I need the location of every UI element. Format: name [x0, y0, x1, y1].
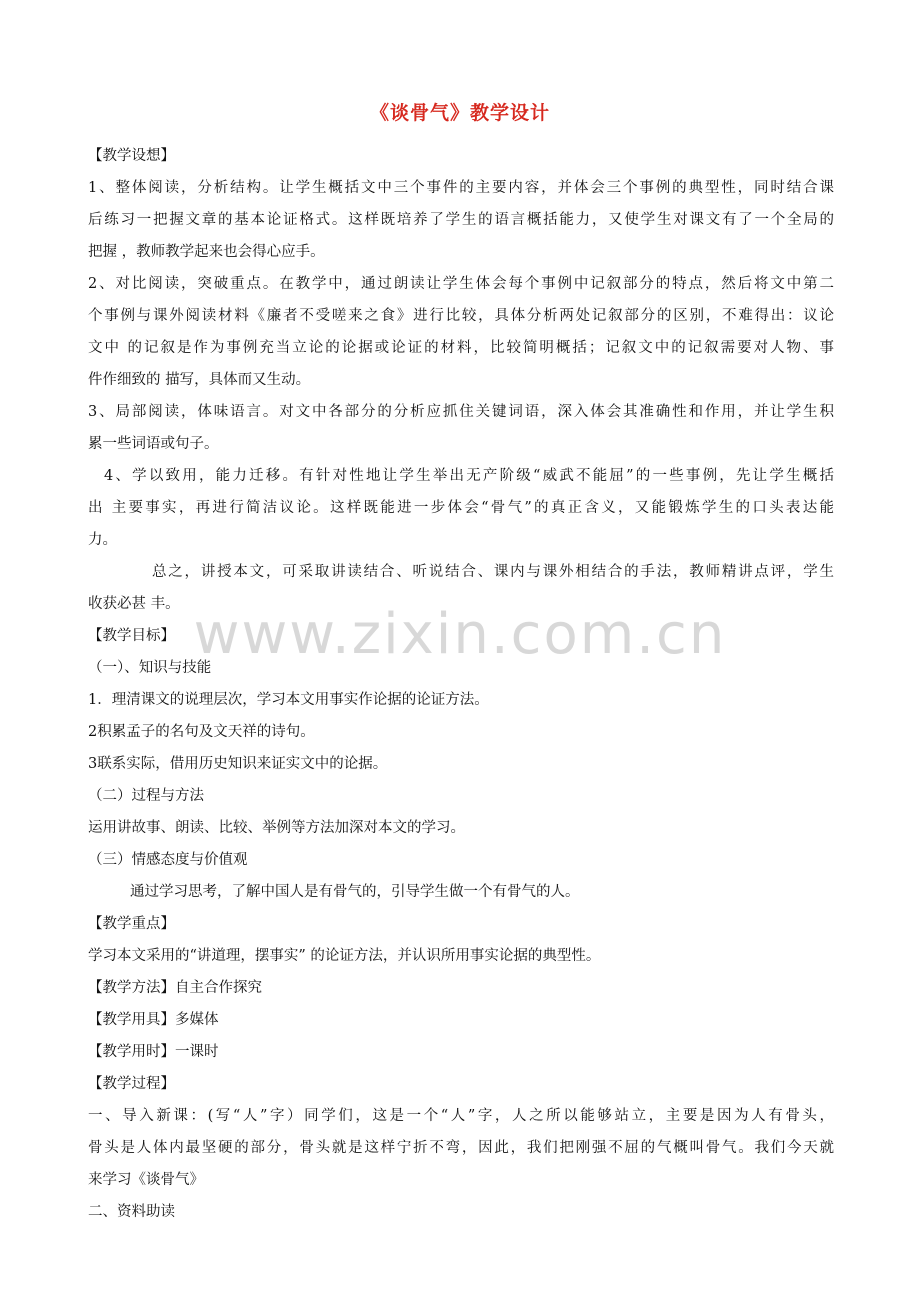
section-heading: 【教学方法】自主合作探究 — [88, 980, 262, 996]
paragraph-line: 4、学以致用，能力迁移。有针对性地让学生举出无产阶级“威武不能屈”的一些事例，先让学生概括 — [104, 468, 834, 484]
paragraph-line: 运用讲故事、朗读、比较、举例等方法加深对本文的学习。 — [88, 820, 465, 836]
section-heading: 【教学过程】 — [88, 1076, 175, 1092]
paragraph-line: 件作细致的 描写，具体而又生动。 — [88, 372, 311, 388]
paragraph-line: 力。 — [88, 532, 117, 548]
paragraph-line: 通过学习思考，了解中国人是有骨气的，引导学生做一个有骨气的人。 — [130, 884, 580, 900]
subsection-heading: （一）、知识与技能 — [88, 660, 212, 676]
paragraph-line: 总之，讲授本文，可采取讲读结合、听说结合、课内与课外相结合的手法，教师精讲点评，学生 — [152, 564, 834, 580]
subsection-heading: （二）过程与方法 — [88, 788, 204, 804]
paragraph-line: 文中 的记叙是作为事例充当立论的论据或论证的材料，比较简明概括；记叙文中的记叙需要对人物、事 — [88, 340, 834, 356]
paragraph-line: 累一些词语或句子。 — [88, 436, 219, 452]
paragraph-line: 3、局部阅读，体味语言。对文中各部分的分析应抓住关键词语，深入体会其准确性和作用，并让学生积 — [88, 404, 834, 420]
list-item: 2积累孟子的名句及文天祥的诗句。 — [88, 724, 315, 740]
section-heading: 【教学目标】 — [88, 628, 175, 644]
paragraph-line: 收获必甚 丰。 — [88, 596, 180, 612]
paragraph-line: 二、资料助读 — [88, 1204, 175, 1220]
paragraph-line: 来学习《谈骨气》 — [88, 1172, 204, 1188]
document-title: 《谈骨气》教学设计 — [369, 102, 550, 124]
list-item: 3联系实际，借用历史知识来证实文中的论据。 — [88, 756, 388, 772]
section-heading: 【教学用具】多媒体 — [88, 1012, 219, 1028]
paragraph-line: 个事例与课外阅读材料《廉者不受嗟来之食》进行比较，具体分析两处记叙部分的区别，不难得出：议论 — [88, 308, 834, 324]
paragraph-line: 学习本文采用的“讲道理，摆事实” 的论证方法，并认识所用事实论据的典型性。 — [88, 948, 601, 964]
subsection-heading: （三）情感态度与价值观 — [88, 852, 248, 868]
paragraph-line: 一、导入新课：(写“人”字）同学们，这是一个“人”字，人之所以能够站立，主要是因为人有骨头， — [88, 1108, 834, 1124]
section-heading: 【教学用时】一课时 — [88, 1044, 219, 1060]
section-heading: 【教学重点】 — [88, 916, 175, 932]
section-heading: 【教学设想】 — [88, 148, 175, 164]
paragraph-line: 后练习一把握文章的基本论证格式。这样既培养了学生的语言概括能力，又使学生对课文有了一个全局的 — [88, 212, 834, 228]
paragraph-line: 2、对比阅读，突破重点。在教学中，通过朗读让学生体会每个事例中记叙部分的特点，然后将文中第二 — [88, 276, 834, 292]
paragraph-line: 1、整体阅读，分析结构。让学生概括文中三个事件的主要内容，并体会三个事例的典型性，同时结合课 — [88, 180, 834, 196]
paragraph-line: 出 主要事实，再进行简洁议论。这样既能进一步体会“骨气”的真正含义，又能锻炼学生的口头表达能 — [88, 500, 834, 516]
list-item: 1．理清课文的说理层次，学习本文用事实作论据的论证方法。 — [88, 692, 489, 708]
paragraph-line: 骨头是人体内最坚硬的部分，骨头就是这样宁折不弯，因此，我们把刚强不屈的气概叫骨气。我们今天就 — [88, 1140, 834, 1156]
paragraph-line: 把握 ，教师教学起来也会得心应手。 — [88, 244, 325, 260]
document-body — [88, 140, 834, 1228]
watermark: www.zixin.com.cn — [193, 602, 727, 667]
